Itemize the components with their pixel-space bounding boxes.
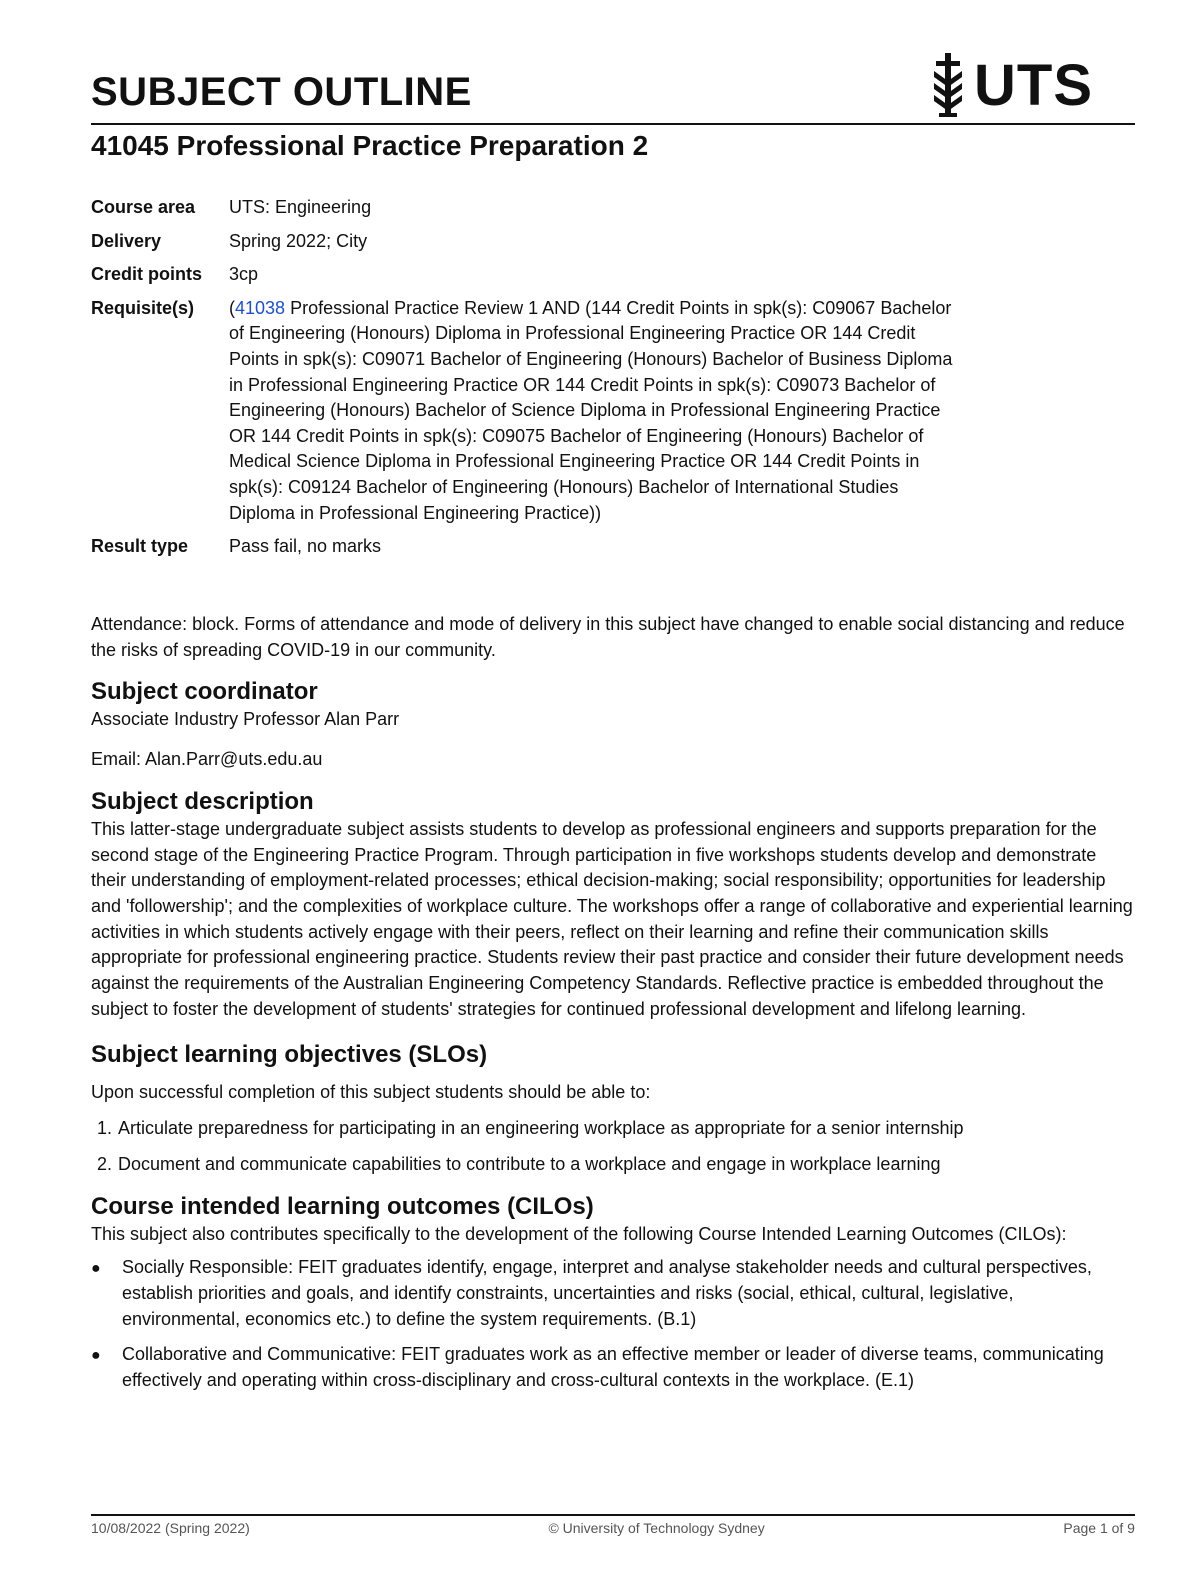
list-text: Document and communicate capabilities to contribute to a workplace and engage in workplace learning xyxy=(118,1153,941,1174)
meta-row-credit-points xyxy=(91,262,991,288)
meta-value: UTS: Engineering xyxy=(229,197,372,217)
subject-description-text: This latter-stage undergraduate subject assists students to develop as professional engineers and supports preparation for the second stage of the Engineering Practice Program. Through participation in five workshops students develop and demonstrate their understanding of employment-related processes; ethical decision-making; social responsibility; opportunities for leadership and 'followership'; and the complexities of workplace culture. The workshops offer a range of collaborative and experiential learning activities in which students actively engage with their peers, reflect on their learning and refine their communication skills appropriate for professional engineering practice. Students review their past practice and consider their future development needs against the requirements of the Australian Engineering Competency Standards. Reflective practice is embedded throughout the subject to foster the development of students' strategies for continued professional development and lifelong learning. xyxy=(91,818,1133,1019)
list-text: Socially Responsible: FEIT graduates identify, engage, interpret and analyse stakeholder needs and cultural perspectives, establish priorities and goals, and identify constraints, uncertainties and risks (social, ethical, cultural, legislative, environmental, economics etc.) to define the system requirements. (B.1) xyxy=(122,1257,1092,1329)
meta-label: Credit points xyxy=(91,264,202,285)
requisite-link-41038[interactable]: 41038 xyxy=(235,297,286,318)
section-heading-coordinator: Subject coordinator xyxy=(91,678,318,706)
footer-divider xyxy=(91,1514,1135,1516)
meta-row-result-type xyxy=(91,534,991,560)
list-number: 2. xyxy=(97,1153,113,1174)
list-item xyxy=(91,1342,1135,1393)
cilos-list xyxy=(91,1255,1135,1394)
document-title: SUBJECT OUTLINE xyxy=(91,70,472,114)
meta-label: Delivery xyxy=(91,230,162,251)
subject-meta-table xyxy=(91,195,991,568)
coordinator-name: Associate Industry Professor Alan Parr xyxy=(91,709,400,730)
list-item xyxy=(91,1255,1135,1332)
uts-emblem-icon xyxy=(928,51,968,121)
list-item xyxy=(91,1116,1135,1142)
section-heading-description: Subject description xyxy=(91,787,314,815)
attendance-note: Attendance: block. Forms of attendance and mode of delivery in this subject have changed to enable social distancing and reduce the risks of spreading COVID-19 in our community. xyxy=(91,614,1125,660)
subject-title: 41045 Professional Practice Preparation 2 xyxy=(91,130,649,161)
meta-row-requisites xyxy=(91,296,991,526)
footer-page-number: Page 1 of 9 xyxy=(1063,1520,1135,1536)
document-page xyxy=(91,0,1135,1590)
coordinator-email: Email: Alan.Parr@uts.edu.au xyxy=(91,749,323,770)
list-text: Collaborative and Communicative: FEIT graduates work as an effective member or leader of diverse teams, communicating effectively and operating within cross-disciplinary and cross-cultural contexts in the workplace. (E.1) xyxy=(122,1344,1104,1391)
cilos-intro: This subject also contributes specifically to the development of the following Course Intended Learning Outcomes (CILOs): xyxy=(91,1223,1067,1244)
bullet-icon: ● xyxy=(91,1260,101,1278)
meta-label: Course area xyxy=(91,197,196,217)
meta-value xyxy=(229,296,954,526)
slos-list xyxy=(91,1116,1135,1177)
list-item xyxy=(91,1152,1135,1178)
header-divider xyxy=(91,123,1135,125)
document-body xyxy=(91,612,1135,1404)
requisite-open-paren: ( xyxy=(229,297,235,318)
meta-value: Spring 2022; City xyxy=(229,230,368,251)
list-text: Articulate preparedness for participating in an engineering workplace as appropriate for a senior internship xyxy=(118,1118,964,1139)
slos-intro: Upon successful completion of this subject students should be able to: xyxy=(91,1082,651,1103)
footer-copyright: © University of Technology Sydney xyxy=(548,1520,765,1536)
meta-value: Pass fail, no marks xyxy=(229,536,382,557)
section-heading-cilos: Course intended learning outcomes (CILOs) xyxy=(91,1192,594,1220)
uts-logo xyxy=(928,50,1093,122)
page-footer xyxy=(91,1520,1135,1536)
section-heading-slos: Subject learning objectives (SLOs) xyxy=(91,1041,488,1069)
meta-row-delivery xyxy=(91,229,991,255)
footer-date: 10/08/2022 (Spring 2022) xyxy=(91,1520,250,1536)
meta-row-course-area xyxy=(91,195,991,221)
logo-wordmark: UTS xyxy=(974,53,1093,118)
list-number: 1. xyxy=(97,1118,113,1139)
meta-value: 3cp xyxy=(229,264,259,285)
meta-label: Requisite(s) xyxy=(91,297,195,318)
bullet-icon: ● xyxy=(91,1347,101,1365)
meta-label: Result type xyxy=(91,536,189,557)
requisite-text: Professional Practice Review 1 AND (144 Credit Points in spk(s): C09067 Bachelor of Engineering (Honours) Diploma in Professional Engineering Practice OR 144 Credit Points in spk(s): C09071 Bachelor of Engineering (Honours) Bachelor of Business Diploma in Professional Engineering Practice OR 144 Credit Points in spk(s): C09073 Bachelor of Engineering (Honours) Bachelor of Science Diploma in Professional Engineering Practice OR 144 Credit Points in spk(s): C09075 Bachelor of Engineering (Honours) Bachelor of Medical Science Diploma in Professional Engineering Practice OR 144 Credit Points in spk(s): C09124 Bachelor of Engineering (Honours) Bachelor of International Studies Diploma in Professional Engineering Practice)) xyxy=(229,297,953,523)
